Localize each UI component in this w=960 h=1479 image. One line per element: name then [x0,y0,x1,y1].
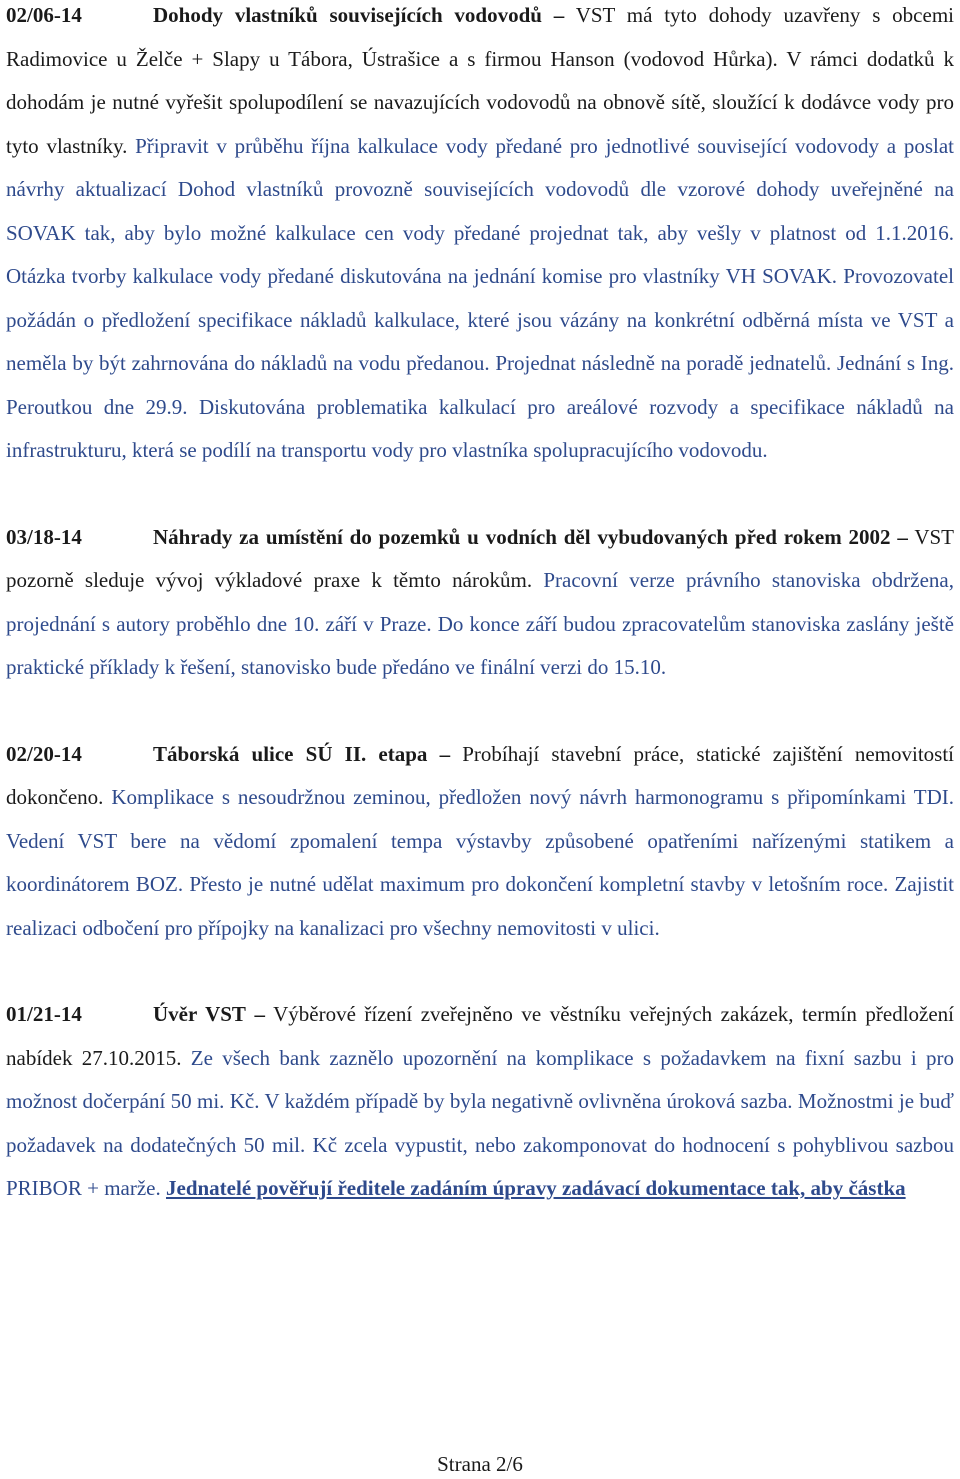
section-text-status: VST má tyto dohody uzavřeny s obcemi Radimovice u Želče + Slapy u Tábora, Ústrašice a s firmou Hanson (vodovod Hůrka). V rámci dodatků k dohodám je nutné vyřešit spolupodílení se navazujících vodovodů na obnově sítě, sloužící k dodávce vody pro tyto vlastníky. [6,3,954,158]
section-01-21-14 [6,993,954,1211]
section-code: 02/06-14 [6,3,82,27]
section-text-update: Připravit v průběhu října kalkulace vody předané pro jednotlivé související vodovody a poslat návrhy aktualizací Dohod vlastníků provozně souvisejících vodovodů dle vzorové dohody uveřejněné na SOVAK tak, aby bylo možné kalkulace cen vody předané projednat tak, aby vešly v platnost od 1.1.2016. Otázka tvorby kalkulace vody předané diskutována na jednání komise pro vlastníky VH SOVAK. Provozovatel požádán o předložení specifikace nákladů kalkulace, které jsou vázány na konkrétní odběrná místa ve VST a neměla by být zahrnována do nákladů na vodu předanou. Projednat následně na poradě jednatelů. Jednání s Ing. Peroutkou dne 29.9. Diskutována problematika kalkulací pro areálové rozvody a specifikace nákladů na infrastrukturu, která se podílí na transportu vody pro vlastníka spolupracujícího vodovodu. [6,133,954,462]
section-text-update: Ze všech bank zaznělo upozornění na komplikace s požadavkem na fixní sazbu i pro možnost dočerpání 50 mi. Kč. V každém případě by byla negativně ovlivněna úroková sazba. Možnostmi je buď požadavek na dodatečných 50 mil. Kč zcela vypustit, nebo zakomponovat do hodnocení s pohyblivou sazbou PRIBOR + marže. [6,1045,954,1200]
section-text-status: VST pozorně sleduje vývoj výkladové praxe k těmto nárokům. [6,524,954,592]
section-03-18-14 [6,516,954,690]
section-title: Dohody vlastníků souvisejících vodovodů [153,3,542,27]
section-text-status: Výběrové řízení zveřejněno ve věstníku veřejných zakázek, termín předložení nabídek 27.10.2015. [6,1002,955,1070]
section-title: Náhrady za umístění do pozemků u vodních děl vybudovaných před rokem 2002 [153,524,891,549]
section-text-update: Pracovní verze právního stanoviska obdržena, projednání s autory proběhlo dne 10. září v Praze. Do konce září budou zpracovatelům stanoviska zaslány ještě praktické příklady k řešení, stanovisko bude předáno ve finální verzi do 15.10. [6,568,954,679]
section-code: 03/18-14 [6,524,82,549]
section-title: Úvěr VST [153,1002,246,1026]
section-code: 02/20-14 [6,741,82,766]
section-code: 01/21-14 [6,1002,82,1026]
section-dash: – [897,524,908,549]
section-dash: – [439,741,451,766]
section-dash: – [553,3,565,27]
section-text-update: Komplikace s nesoudržnou zeminou, předložen nový návrh harmonogramu s připomínkami TDI. Vedení VST bere na vědomí zpomalení tempa výstavby způsobené opatřeními nařízenými statikem a koordinátorem BOZ. Přesto je nutné udělat maximum pro dokončení kompletní stavby v letošním roce. Zajistit realizaci odbočení pro přípojky na kanalizaci pro všechny nemovitosti v ulici. [6,785,954,940]
section-02-20-14 [6,733,954,951]
document-page [6,0,954,1211]
section-text-status: Probíhají stavební práce, statické zajištění nemovitostí dokončeno. [6,741,955,809]
section-title: Táborská ulice SÚ II. etapa [153,741,428,766]
section-dash: – [254,1002,265,1026]
section-02-06-14 [6,0,954,473]
page-number: Strana 2/6 [437,1452,523,1476]
section-text-decision: Jednatelé pověřují ředitele zadáním úpravy zadávací dokumentace tak, aby částka [166,1176,906,1200]
